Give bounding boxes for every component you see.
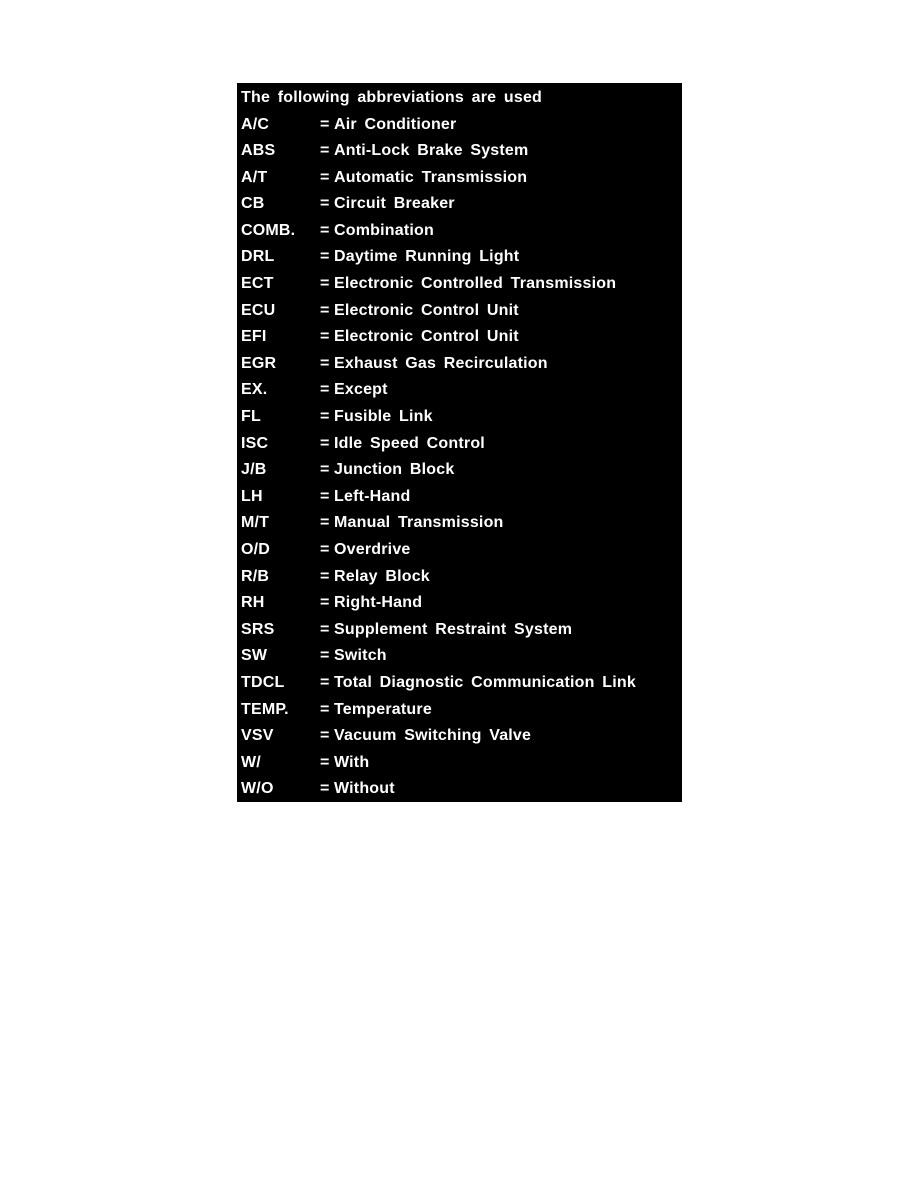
abbreviation-code: LH <box>241 487 263 505</box>
equals-sign: = <box>320 275 330 293</box>
abbreviation-code: SRS <box>241 620 275 638</box>
abbreviation-code: VSV <box>241 727 274 745</box>
abbreviation-meaning: Circuit Breaker <box>334 195 455 213</box>
abbreviation-row <box>241 377 682 404</box>
abbreviations-list <box>241 112 682 803</box>
abbreviation-meaning: Except <box>334 381 388 399</box>
abbreviation-code: RH <box>241 594 265 612</box>
abbreviation-row <box>241 431 682 458</box>
abbreviation-meaning: Automatic Transmission <box>334 168 528 186</box>
abbreviation-row <box>241 165 682 192</box>
equals-sign: = <box>320 753 330 771</box>
abbreviation-meaning: Left-Hand <box>334 487 411 505</box>
abbreviation-row <box>241 191 682 218</box>
abbreviation-code: SW <box>241 647 268 665</box>
abbreviation-meaning: Temperature <box>334 700 432 718</box>
abbreviation-meaning: Daytime Running Light <box>334 248 520 266</box>
abbreviation-code: R/B <box>241 567 270 585</box>
abbreviation-code: COMB. <box>241 221 296 239</box>
equals-sign: = <box>320 142 330 160</box>
abbreviation-code: W/O <box>241 780 274 798</box>
abbreviation-meaning: Right-Hand <box>334 594 423 612</box>
abbreviation-row <box>241 750 682 777</box>
abbreviation-row <box>241 138 682 165</box>
equals-sign: = <box>320 248 330 266</box>
abbreviation-code: ECU <box>241 301 276 319</box>
equals-sign: = <box>320 354 330 372</box>
abbreviation-code: TEMP. <box>241 700 289 718</box>
abbreviation-row <box>241 484 682 511</box>
abbreviation-code: ECT <box>241 275 274 293</box>
abbreviation-code: W/ <box>241 753 261 771</box>
abbreviation-row <box>241 697 682 724</box>
abbreviation-code: TDCL <box>241 673 285 691</box>
equals-sign: = <box>320 408 330 426</box>
abbreviation-row <box>241 218 682 245</box>
abbreviation-row <box>241 271 682 298</box>
equals-sign: = <box>320 487 330 505</box>
abbreviation-meaning: Anti-Lock Brake System <box>334 142 529 160</box>
abbreviation-code: EGR <box>241 354 277 372</box>
abbreviation-meaning: Exhaust Gas Recirculation <box>334 354 548 372</box>
abbreviation-row <box>241 510 682 537</box>
equals-sign: = <box>320 620 330 638</box>
abbreviation-row <box>241 112 682 139</box>
abbreviation-row <box>241 670 682 697</box>
abbreviation-code: O/D <box>241 541 271 558</box>
equals-sign: = <box>320 647 330 665</box>
abbreviation-row <box>241 457 682 484</box>
abbreviation-meaning: Relay Block <box>334 567 430 585</box>
abbreviation-row <box>241 776 682 803</box>
abbreviation-row <box>241 404 682 431</box>
abbreviation-code: EX. <box>241 381 268 399</box>
abbreviation-meaning: Total Diagnostic Communication Link <box>334 673 636 691</box>
abbreviation-meaning: Manual Transmission <box>334 514 504 532</box>
abbreviation-code: EFI <box>241 328 267 346</box>
equals-sign: = <box>320 221 330 239</box>
abbreviation-code: FL <box>241 408 261 426</box>
abbreviation-row <box>241 244 682 271</box>
abbreviation-meaning: Air Conditioner <box>334 115 457 133</box>
abbreviation-meaning: Electronic Controlled Transmission <box>334 275 617 293</box>
abbreviation-row <box>241 590 682 617</box>
equals-sign: = <box>320 727 330 745</box>
abbreviation-code: ISC <box>241 434 269 452</box>
abbreviation-code: J/B <box>241 461 267 479</box>
equals-sign: = <box>320 594 330 612</box>
abbreviation-meaning: Junction Block <box>334 461 455 479</box>
equals-sign: = <box>320 301 330 319</box>
abbreviation-row <box>241 643 682 670</box>
abbreviation-meaning: Electronic Control Unit <box>334 301 519 319</box>
equals-sign: = <box>320 780 330 798</box>
abbreviation-row <box>241 298 682 325</box>
equals-sign: = <box>320 514 330 532</box>
equals-sign: = <box>320 328 330 346</box>
abbreviation-row <box>241 723 682 750</box>
equals-sign: = <box>320 168 330 186</box>
equals-sign: = <box>320 700 330 718</box>
abbreviation-row <box>241 617 682 644</box>
abbreviation-row <box>241 351 682 378</box>
equals-sign: = <box>320 541 330 558</box>
equals-sign: = <box>320 461 330 479</box>
abbreviation-meaning: Vacuum Switching Valve <box>334 727 532 745</box>
abbreviation-meaning: Without <box>334 780 395 798</box>
abbreviation-meaning: Fusible Link <box>334 408 433 426</box>
abbreviation-meaning: Switch <box>334 647 387 665</box>
abbreviation-meaning: Electronic Control Unit <box>334 328 519 346</box>
abbreviation-row <box>241 324 682 351</box>
abbreviations-panel-title: The following abbreviations are used <box>241 89 543 106</box>
abbreviation-code: DRL <box>241 248 275 266</box>
abbreviation-code: A/T <box>241 168 268 186</box>
equals-sign: = <box>320 115 330 133</box>
abbreviation-meaning: Combination <box>334 221 434 239</box>
abbreviations-panel <box>237 83 682 802</box>
abbreviation-meaning: With <box>334 753 370 771</box>
abbreviation-code: ABS <box>241 142 276 160</box>
equals-sign: = <box>320 567 330 585</box>
abbreviation-code: A/C <box>241 115 270 133</box>
abbreviation-meaning: Idle Speed Control <box>334 434 485 452</box>
abbreviation-meaning: Supplement Restraint System <box>334 620 573 638</box>
equals-sign: = <box>320 195 330 213</box>
abbreviation-meaning: Overdrive <box>334 541 411 558</box>
abbreviation-row <box>241 537 682 564</box>
equals-sign: = <box>320 434 330 452</box>
abbreviation-code: CB <box>241 195 265 213</box>
abbreviation-code: M/T <box>241 514 270 532</box>
equals-sign: = <box>320 673 330 691</box>
abbreviation-row <box>241 564 682 591</box>
equals-sign: = <box>320 381 330 399</box>
